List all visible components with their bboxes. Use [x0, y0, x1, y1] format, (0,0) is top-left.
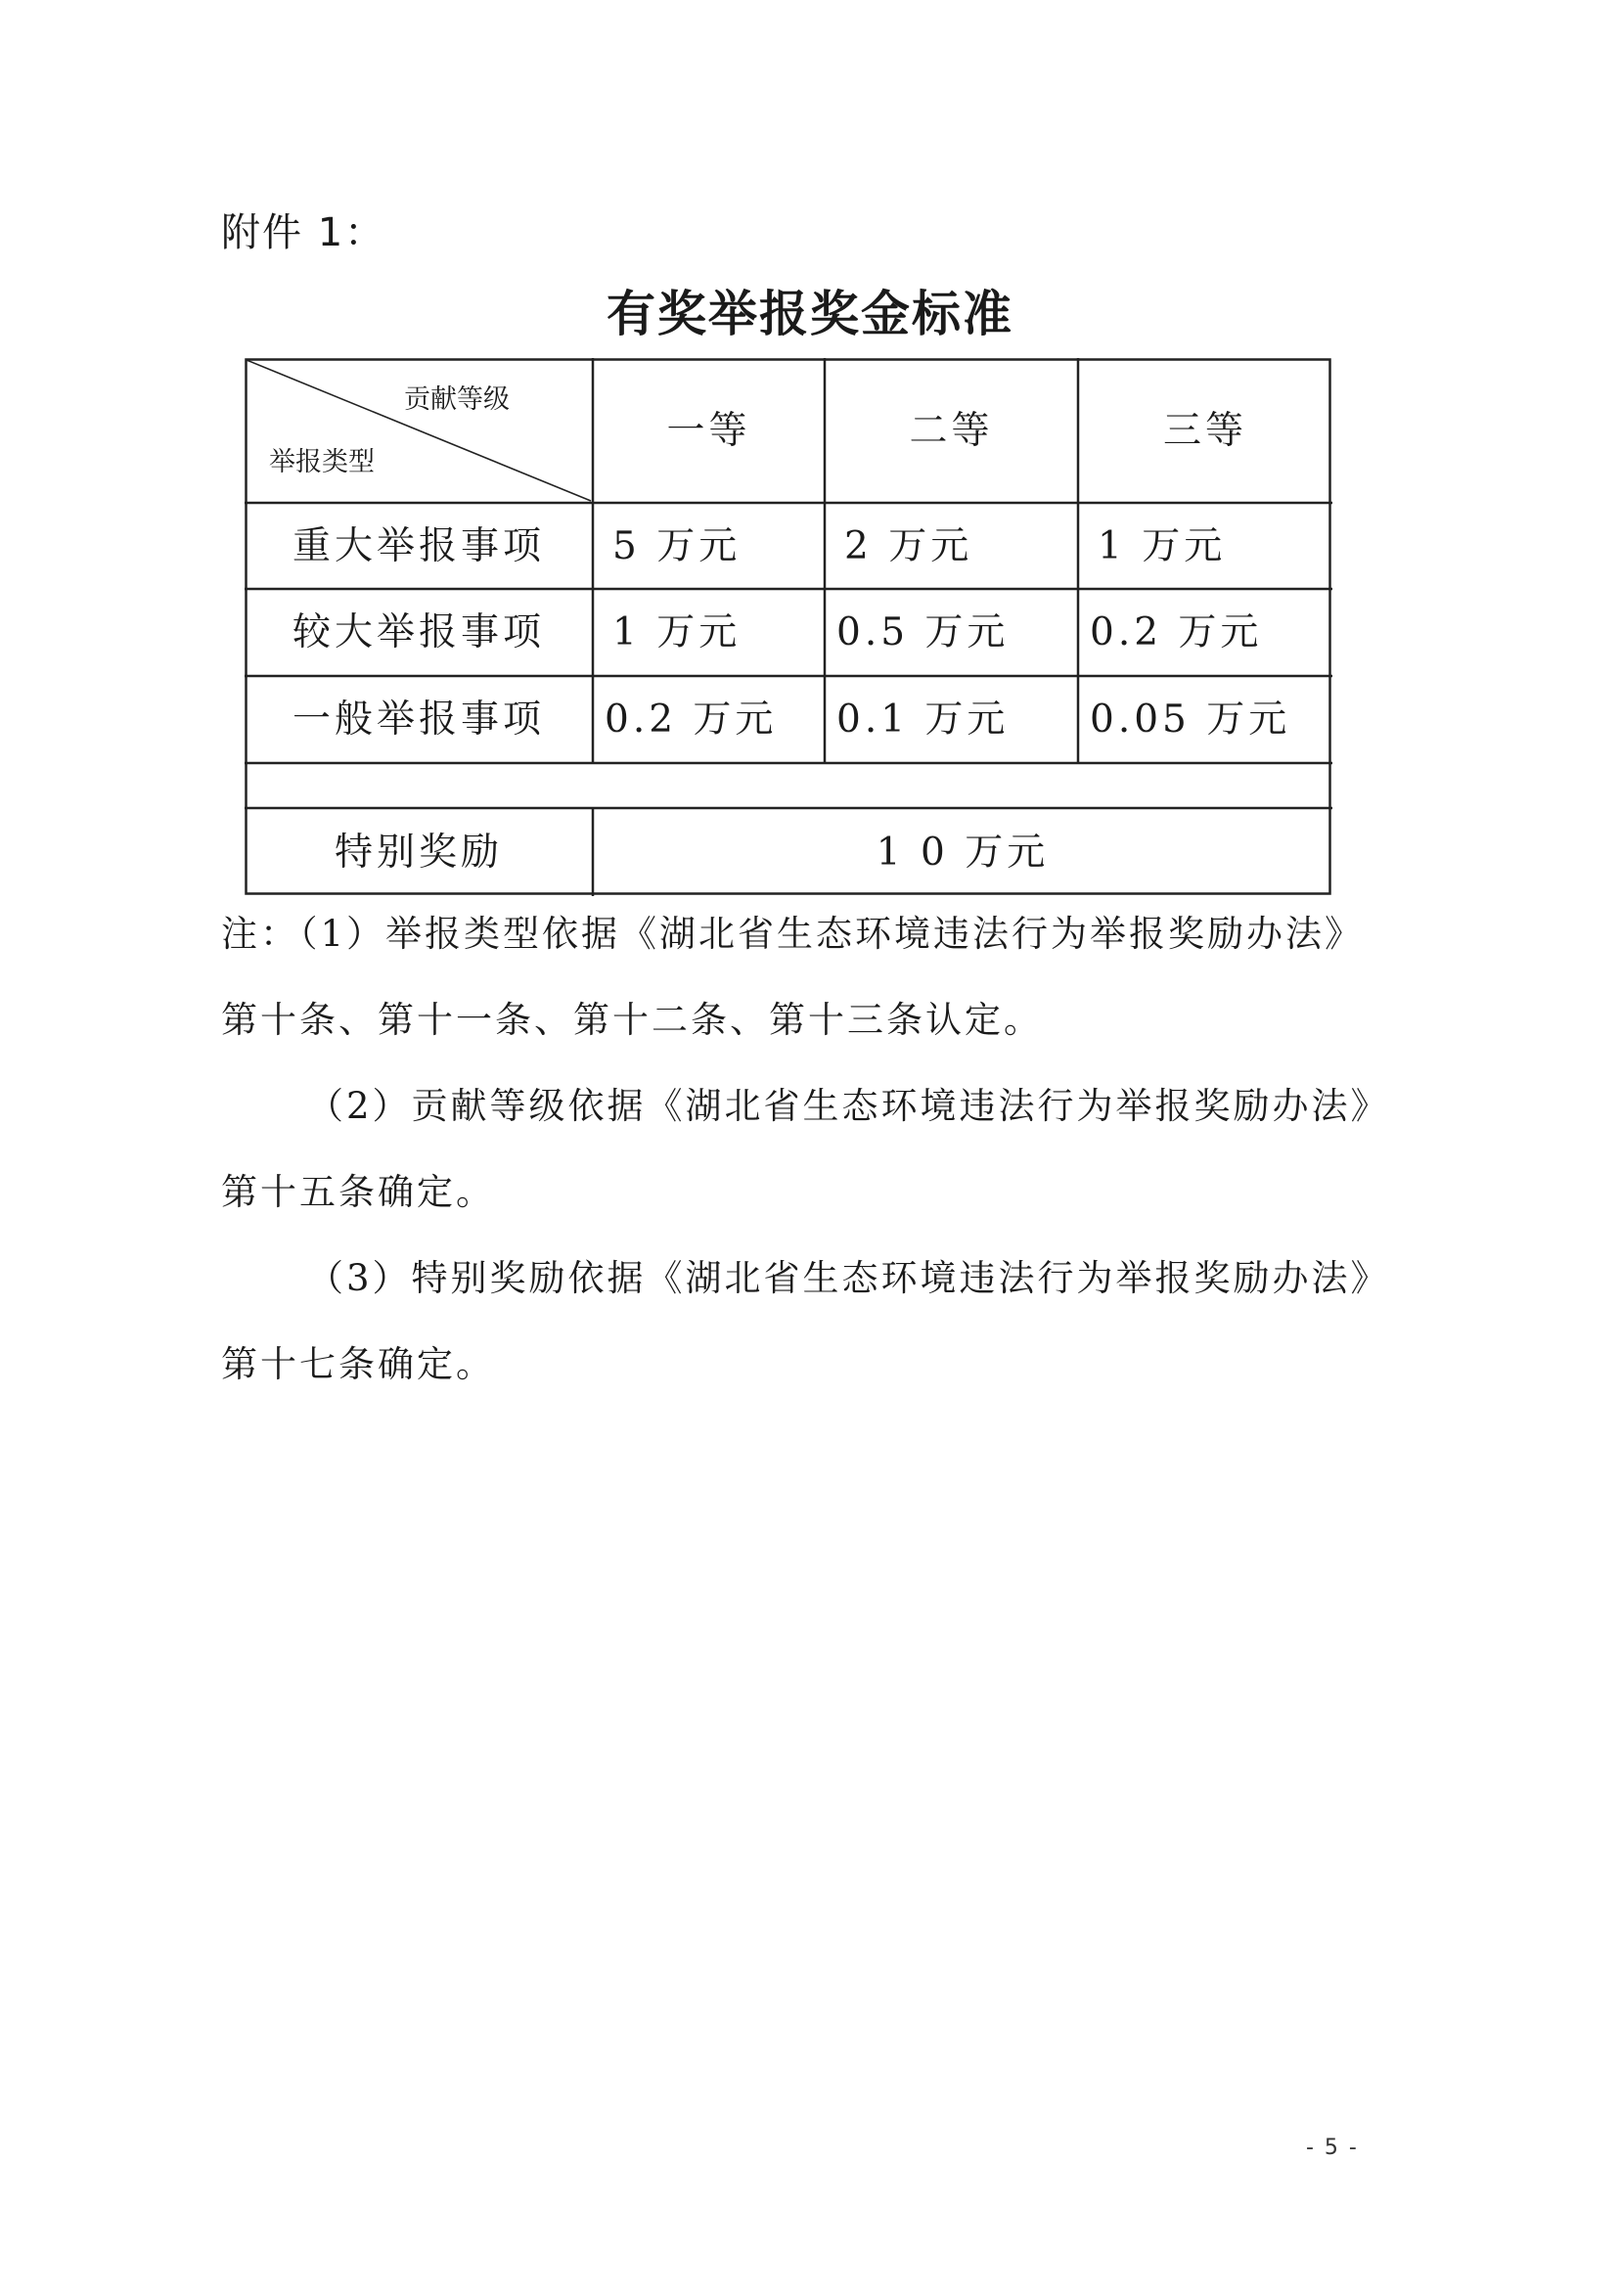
cell-general-grade-3: 0.05 万元 [1090, 698, 1291, 742]
cell-general-grade-1: 0.2 万元 [605, 698, 778, 742]
cell-general-grade-2: 0.1 万元 [836, 698, 1010, 742]
note-1-line-1: 注：（1）举报类型依据《湖北省生态环境违法行为举报奖励办法》 [221, 913, 1365, 955]
attachment-label: 附件 1： [221, 210, 386, 255]
cell-major-grade-2: 2 万元 [844, 523, 973, 568]
note-3-line-1: （3）特别奖励依据《湖北省生态环境违法行为举报奖励办法》 [307, 1257, 1390, 1299]
note-2-line-1: （2）贡献等级依据《湖北省生态环境违法行为举报奖励办法》 [307, 1085, 1390, 1127]
row-type-special: 特别奖励 [334, 830, 503, 875]
note-2-line-2: 第十五条确定。 [221, 1171, 495, 1213]
document-title: 有奖举报奖金标准 [607, 285, 1013, 342]
cell-significant-grade-1: 1 万元 [612, 610, 742, 654]
cell-major-grade-3: 1 万元 [1098, 523, 1227, 568]
corner-header-report-type: 举报类型 [269, 447, 375, 477]
corner-header-contribution-level: 贡献等级 [404, 384, 510, 415]
header-grade-1: 一等 [666, 408, 751, 453]
cell-major-grade-1: 5 万元 [612, 523, 742, 568]
row-type-major: 重大举报事项 [292, 523, 545, 568]
reward-table [245, 358, 1332, 896]
header-grade-2: 二等 [909, 408, 994, 453]
row-type-general: 一般举报事项 [292, 698, 545, 742]
note-1-line-2: 第十条、第十一条、第十二条、第十三条认定。 [221, 999, 1043, 1041]
cell-significant-grade-3: 0.2 万元 [1090, 610, 1263, 654]
cell-significant-grade-2: 0.5 万元 [836, 610, 1010, 654]
cell-special-value: 1 0 万元 [876, 830, 1050, 875]
header-grade-3: 三等 [1162, 408, 1247, 453]
page-number: - 5 - [1306, 2136, 1359, 2160]
row-type-significant: 较大举报事项 [292, 610, 545, 654]
note-3-line-2: 第十七条确定。 [221, 1343, 495, 1385]
